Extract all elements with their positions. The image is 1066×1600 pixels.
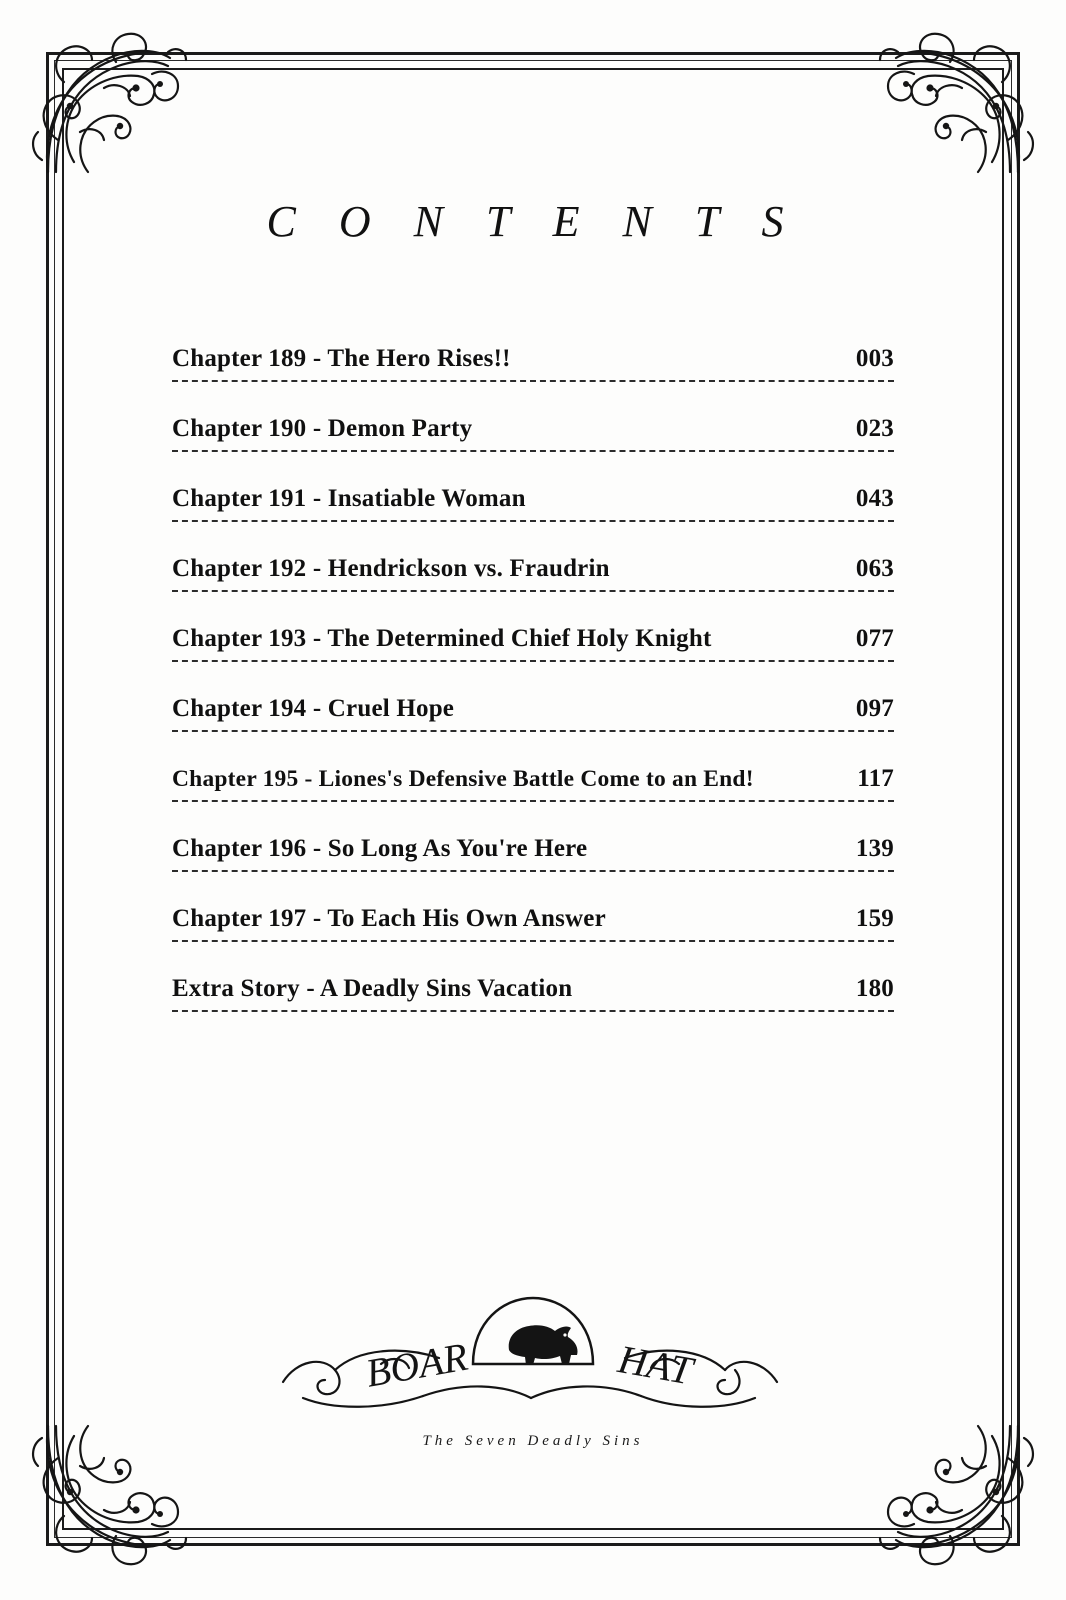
toc-entry-page: 077 [855, 625, 894, 652]
toc-leader-rule [172, 450, 894, 452]
toc-entry-title: Extra Story - A Deadly Sins Vacation [172, 975, 573, 1002]
logo-word-right: HAT [614, 1336, 696, 1394]
toc-leader-rule [172, 800, 894, 802]
toc-entry-title: Chapter 196 - So Long As You're Here [172, 835, 588, 862]
toc-entry-title: Chapter 190 - Demon Party [172, 415, 473, 442]
toc-entry[interactable] [172, 625, 894, 662]
toc-entry[interactable] [172, 905, 894, 942]
toc-entry[interactable] [172, 345, 894, 382]
toc-entry[interactable] [172, 555, 894, 592]
toc-leader-rule [172, 940, 894, 942]
toc-entry[interactable] [172, 415, 894, 452]
toc-entry-page: 003 [855, 345, 894, 372]
toc-entry-title: Chapter 193 - The Determined Chief Holy Knight [172, 625, 712, 652]
page-title: C O N T E N T S [266, 197, 800, 246]
toc-entry-title: Chapter 189 - The Hero Rises!! [172, 345, 511, 372]
toc-entry-title: Chapter 194 - Cruel Hope [172, 695, 455, 722]
toc-entry[interactable] [172, 695, 894, 732]
toc-entry-title: Chapter 191 - Insatiable Woman [172, 485, 526, 512]
toc-entry-page: 097 [855, 695, 894, 722]
toc-leader-rule [172, 590, 894, 592]
toc-leader-rule [172, 520, 894, 522]
toc-entry-page: 159 [855, 905, 894, 932]
toc-leader-rule [172, 730, 894, 732]
toc-entry[interactable] [172, 975, 894, 1012]
toc-leader-rule [172, 380, 894, 382]
toc-leader-rule [172, 870, 894, 872]
toc-entry[interactable] [172, 835, 894, 872]
boar-hat-logo [0, 1286, 1066, 1450]
toc-leader-rule [172, 1010, 894, 1012]
logo-subtitle: The Seven Deadly Sins [422, 1433, 644, 1449]
toc-entry-page: 023 [855, 415, 894, 442]
toc-entry[interactable] [172, 485, 894, 522]
toc-leader-rule [172, 660, 894, 662]
toc-entry-page: 180 [855, 975, 894, 1002]
logo-word-left: BOAR [362, 1333, 471, 1396]
table-of-contents [172, 345, 894, 1045]
toc-entry-page: 117 [857, 765, 894, 792]
toc-entry-title: Chapter 195 - Liones's Defensive Battle Come to an End! [172, 766, 754, 792]
toc-entry-page: 063 [855, 555, 894, 582]
toc-entry-title: Chapter 197 - To Each His Own Answer [172, 905, 606, 932]
toc-entry-title: Chapter 192 - Hendrickson vs. Fraudrin [172, 555, 610, 582]
boar-hat-logo-mark [263, 1286, 803, 1426]
toc-entry-page: 139 [855, 835, 894, 862]
toc-entry[interactable] [172, 765, 894, 802]
toc-entry-page: 043 [855, 485, 894, 512]
